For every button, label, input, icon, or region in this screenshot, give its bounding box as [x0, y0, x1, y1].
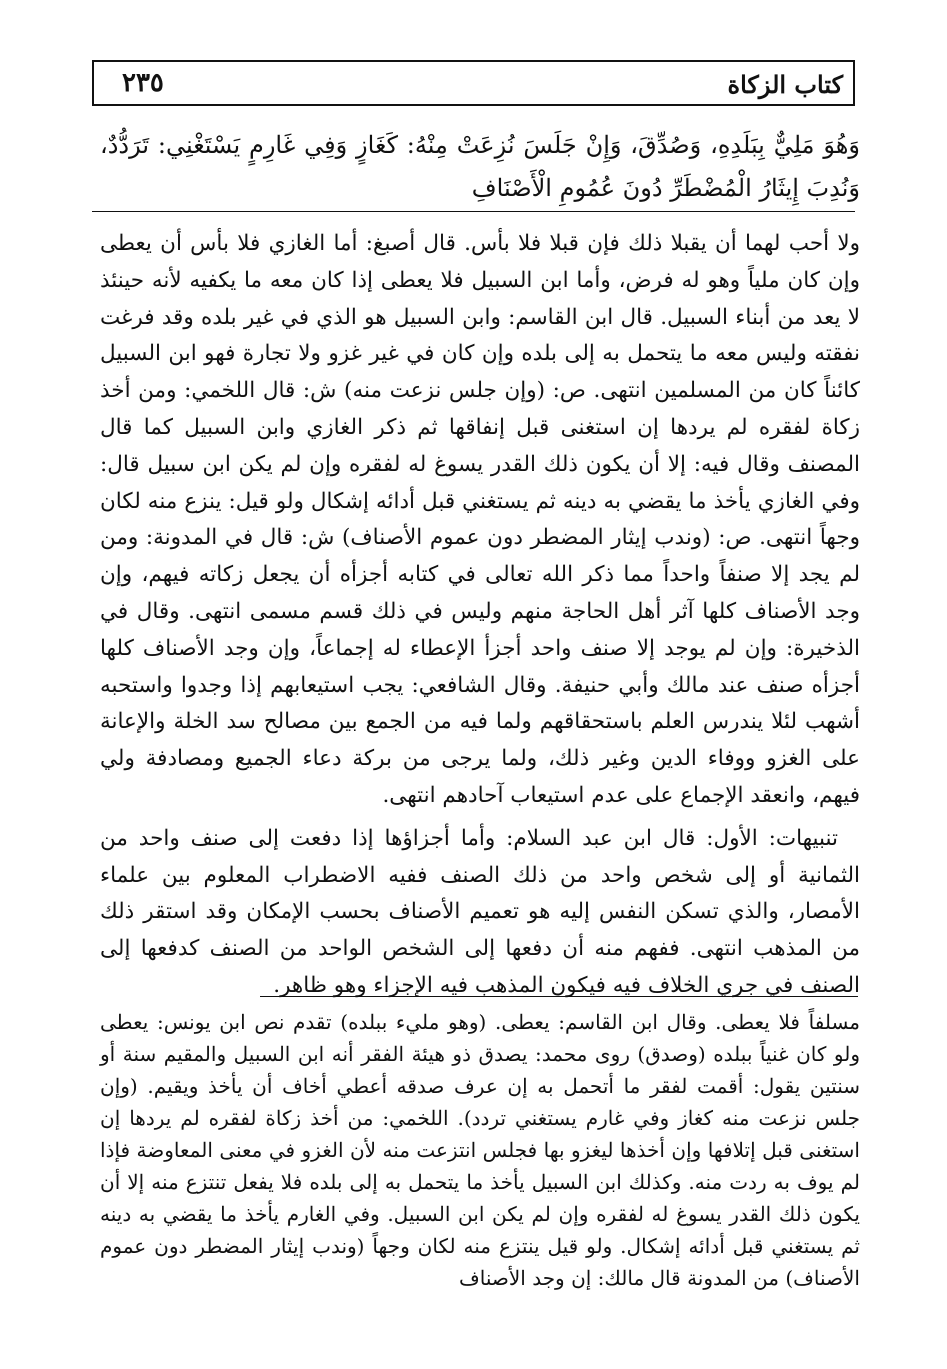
commentary-paragraph-1: ولا أحب لهما أن يقبلا ذلك فإن قبلا فلا بأس. قال أصبغ: أما الغازي فلا بأس أن يعطى وإن كان ملياً وهو له فرض، وأما ابن السبيل فلا يعطى إذا كان معه ما يكفيه لأنه حينئذ لا يعد من أبناء السبيل. قال ابن القاسم: وابن السبيل هو الذي في غير بلده وقد فرغت نفقته وليس معه ما يتحمل به إلى بلده وإن كان في غير غزو ولا تجارة فهو ابن السبيل كائناً كان من المسلمين انتهى. ص: (وإن جلس نزعت منه) ش: قال اللخمي: ومن أخذ زكاة لفقره لم يردها إن استغنى قبل إنفاقها ثم ذكر الغازي وابن السبيل كما قال المصنف وقال فيه: إلا أن يكون ذلك القدر يسوغ له لفقره وإن لم يكن ابن سبيل قال: وفي الغازي يأخذ ما يقضي به دينه ثم يستغني قبل أدائه إشكال ولو قيل: ينزع منه لكان وجهاً انتهى. ص: (وندب إيثار المضطر دون عموم الأصناف) ش: قال في المدونة: ومن لم يجد إلا صنفاً واحداً مما ذكر الله تعالى في كتابه أجزأه أن يجعل زكاته فيهم، وإن وجد الأصناف كلها آثر أهل الحاجة منهم وليس في ذلك قسم مسمى انتهى. وقال في الذخيرة: وإن لم يوجد إلا صنف واحد أجزأ الإعطاء له إجماعاً، وإن وجد الأصناف كلها أجزأه صنف عند مالك وأبي حنيفة. وقال الشافعي: يجب استيعابهم إذا وجدوا واستحبه أشهب لئلا يندرس العلم باستحقاقهم ولما فيه من الجمع بين مصالح سد الخلة والإعانة على الغزو ووفاء الدين وغير ذلك، ولما يرجى من بركة دعاء الجميع ومصادفة ولي فيهم، وانعقد الإجماع على عدم استيعاب آحادهم انتهى. [100, 231, 860, 808]
page-number: ٢٣٥ [122, 68, 164, 98]
footnote-paragraph: مسلفاً فلا يعطى. وقال ابن القاسم: يعطى. (وهو مليء ببلده) تقدم نص ابن يونس: يعطى ولو كان غنياً ببلده (وصدق) روى محمد: يصدق ذو هيئة الفقر أنه ابن السبيل والمقيم سنة أو سنتين يقول: أقمت لفقر ما أتحمل به إن عرف صدقه أعطي أخاف أن يأخذ ويقيم. (وإن جلس نزعت منه كغاز وفي غارم يستغني تردد). اللخمي: من أخذ زكاة لفقره لم يردها إن استغنى قبل إتلافها وإن أخذها ليغزو بها فجلس انتزعت منه لأن الغزو في معنى المعاوضة فإذا لم يوف به ردت منه. وكذلك ابن السبيل يأخذ ما يتحمل به إلى بلده فلا يفعل تنتزع منه إلا أن يكون ذلك القدر يسوغ له لفقره وإن لم يكن ابن السبيل. وفي الغارم يأخذ ما يقضي به دينه ثم يستغني قبل أدائه إشكال. ولو قيل ينتزع منه لكان وجهاً (وندب إيثار المضطر دون عموم الأصناف) من المدونة قال مالك: إن وجد الأصناف [100, 1010, 860, 1290]
commentary-block [100, 226, 860, 1005]
footnote-divider [260, 996, 858, 997]
matn-divider [92, 211, 855, 212]
footnote-block [100, 1006, 860, 1294]
chapter-title: كتاب الزكاة [727, 70, 843, 99]
matn-paragraph: وَهُوَ مَلِيٌّ بِبَلَدِهِ، وَصُدِّقَ، وَإِنْ جَلَسَ نُزِعَتْ مِنْهُ: كَغَازٍ وَفِي غَارِمٍ يَسْتَغْنِي: تَرَدُّدٌ، وَنُدِبَ إِيثَارُ الْمُضْطَرِّ دُونَ عُمُومِ الْأَصْنَافِ [100, 131, 860, 202]
main-text-matn [100, 124, 860, 210]
page-header [92, 60, 855, 106]
commentary-paragraph-2: تنبيهات: الأول: قال ابن عبد السلام: وأما أجزاؤها إذا دفعت إلى صنف واحد من الثمانية أو إلى شخص واحد من ذلك الصنف ففيه الاضطراب المعلوم بين علماء الأمصار، والذي تسكن النفس إليه هو تعميم الأصناف بحسب الإمكان وقد استقر ذلك من المذهب انتهى. ففهم منه أن دفعها إلى الشخص الواحد من الصنف كدفعها إلى الصنف في جري الخلاف فيه فيكون المذهب فيه الإجزاء وهو ظاهر. [100, 825, 860, 998]
